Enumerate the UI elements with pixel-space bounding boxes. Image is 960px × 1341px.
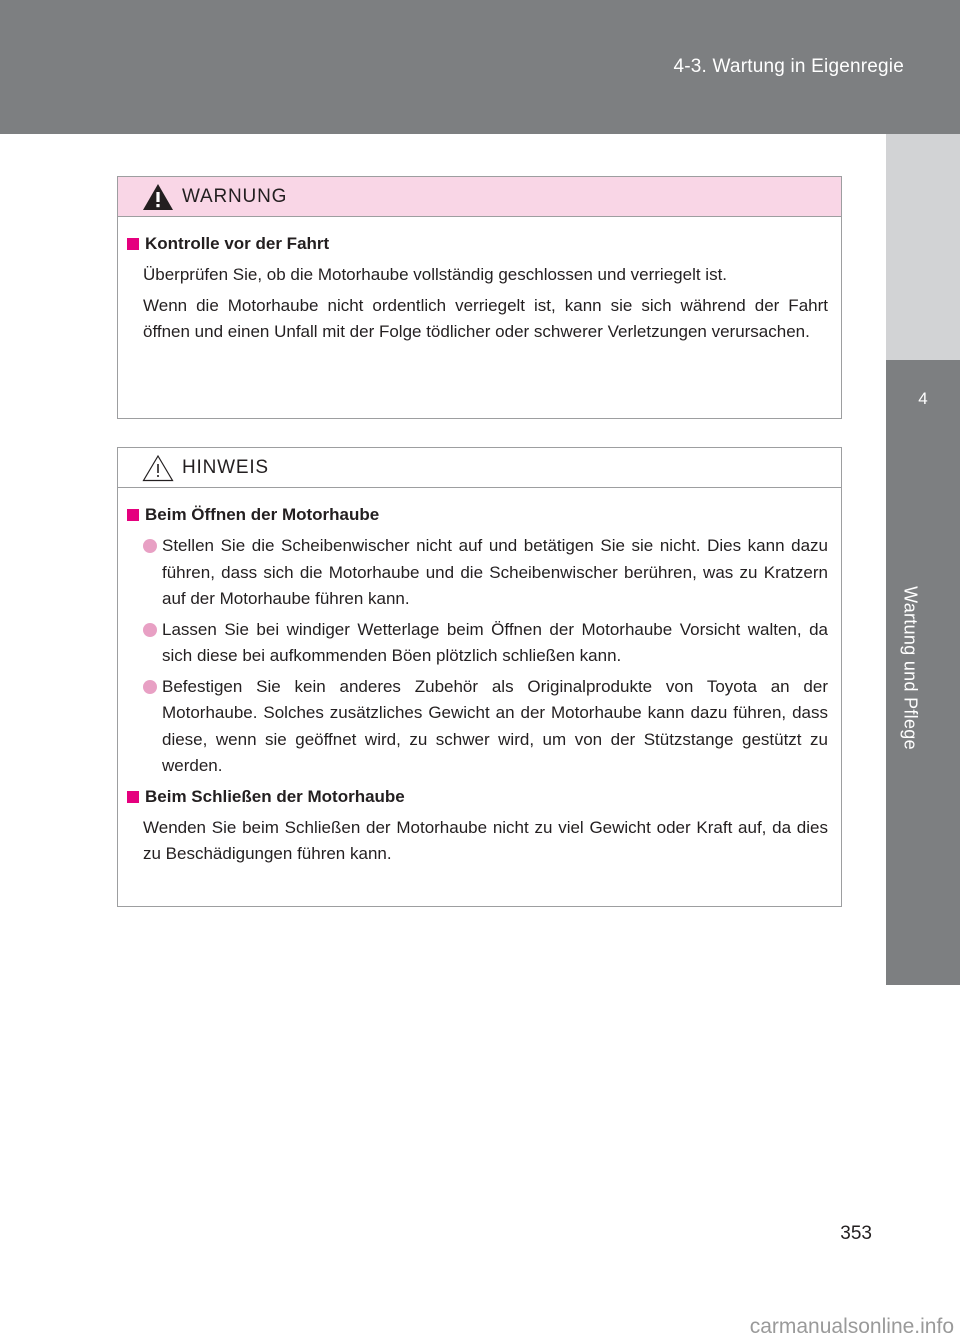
list-item	[143, 674, 828, 780]
circle-bullet-icon	[143, 623, 157, 637]
circle-bullet-icon	[143, 680, 157, 694]
section-title: 4-3. Wartung in Eigenregie	[673, 56, 904, 77]
list-item-text: Stellen Sie die Scheibenwischer nicht auf und betätigen Sie sie nicht. Dies kann dazu führen, dass sich die Motorhaube und die Scheibenwischer berühren, was zu Kratzern auf der Motorhaube führen kann.	[162, 536, 828, 608]
warning-box	[117, 176, 842, 419]
square-bullet-icon	[127, 791, 139, 803]
notice-subheading-1	[127, 502, 828, 528]
square-bullet-icon	[127, 238, 139, 250]
list-item-text: Lassen Sie bei windiger Wetterlage beim Öffnen der Motorhaube Vorsicht walten, da sich diese bei aufkommenden Böen plötzlich schließen kann.	[162, 619, 828, 665]
list-item-text: Befestigen Sie kein anderes Zubehör als Originalprodukte von Toyota an der Motorhaube. Solches zusätzliches Gewicht an der Motorhaube kann dazu führen, dass diese, wenn sie geöffnet wird, zu schwer wird, um von der Stützstange gestützt zu werden.	[162, 676, 828, 775]
list-item	[143, 617, 828, 670]
notice-paragraph: Wenden Sie beim Schließen der Motorhaube nicht zu viel Gewicht oder Kraft auf, da dies zu Beschädigungen führen kann.	[143, 817, 828, 863]
notice-heading-2-text: Beim Schließen der Motorhaube	[145, 786, 405, 806]
warning-paragraph-2: Wenn die Motorhaube nicht ordentlich verriegelt ist, kann sie sich während der Fahrt öffnen und einen Unfall mit der Folge tödlicher oder schwerer Verletzungen verursachen.	[143, 295, 828, 341]
notice-subheading-2	[127, 784, 828, 810]
square-bullet-icon	[127, 509, 139, 521]
page-number: 353	[840, 1223, 872, 1244]
notice-header	[118, 448, 841, 488]
chapter-title: Wartung und Pflege	[900, 586, 921, 750]
circle-bullet-icon	[143, 539, 157, 553]
warning-subheading	[127, 231, 828, 257]
notice-box	[117, 447, 842, 907]
warning-body	[118, 217, 841, 346]
chapter-number: 4	[918, 389, 928, 408]
side-tab-light	[886, 134, 960, 360]
watermark: carmanualsonline.info	[749, 1315, 954, 1338]
notice-heading-1-text: Beim Öffnen der Motorhaube	[145, 505, 380, 524]
side-tab-chapter	[886, 360, 960, 985]
warning-triangle-icon	[142, 183, 174, 211]
notice-triangle-icon	[142, 454, 174, 482]
notice-title: HINWEIS	[182, 456, 269, 478]
warning-header	[118, 177, 841, 217]
warning-title: WARNUNG	[182, 185, 288, 207]
notice-body	[118, 488, 841, 868]
list-item	[143, 533, 828, 613]
warning-paragraph-1: Überprüfen Sie, ob die Motorhaube vollständig geschlossen und verriegelt ist.	[143, 265, 728, 284]
warning-heading-text: Kontrolle vor der Fahrt	[145, 234, 330, 253]
